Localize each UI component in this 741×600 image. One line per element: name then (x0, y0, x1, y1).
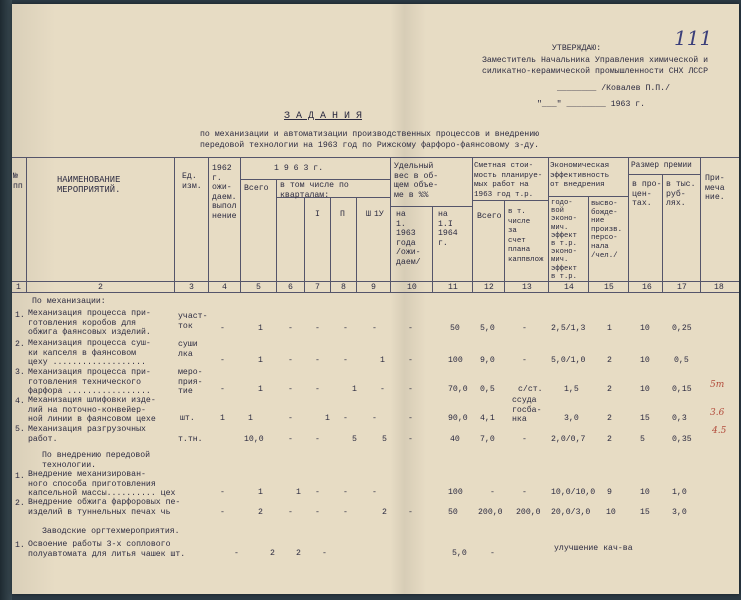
cell-q4: 1 (380, 356, 385, 365)
cell-q2: - (315, 324, 320, 333)
colnum: 9 (371, 283, 376, 292)
row-name: Механизация разгрузочных работ. (28, 425, 146, 444)
cell-c17: 0,15 (672, 385, 692, 394)
cell-c5: 1 (258, 324, 263, 333)
cell-c15: 2 (607, 356, 612, 365)
col-divider (548, 157, 549, 292)
cell-c17: 0,3 (672, 414, 687, 423)
cell-c11: 40 (450, 435, 460, 444)
row-unit: т.тн. (178, 435, 203, 444)
cell-c5: 10,0 (244, 435, 264, 444)
cell-c14: 20,0/3,0 (551, 508, 591, 517)
row-number: 5. (15, 425, 25, 434)
cell-c11: 100 (448, 356, 463, 365)
cell-q4: - (372, 414, 377, 423)
row-number: 1. (15, 541, 25, 550)
table-top-rule (12, 157, 739, 158)
cell-c11: 50 (450, 324, 460, 333)
colnum: 16 (642, 283, 652, 292)
col-num-header: № пп (13, 172, 23, 191)
group-rule-share (390, 206, 472, 207)
group-rule-bonus (628, 174, 700, 175)
cell-c10: - (408, 356, 413, 365)
cell-c14: 10,0/10,0 (551, 488, 596, 497)
cell-q4: - (372, 488, 377, 497)
cell-c15: 9 (607, 488, 612, 497)
cell-q2: - (315, 356, 320, 365)
cell-q2: - (315, 488, 320, 497)
cell-c4: - (220, 356, 225, 365)
cell-q3: - (343, 356, 348, 365)
cell-c11: 5,0 (452, 549, 467, 558)
cell-c15: 2 (607, 435, 612, 444)
cell-c17: 0,25 (672, 324, 692, 333)
cell-q3: - (343, 508, 348, 517)
group-rule-1963 (240, 179, 390, 180)
colnum: 11 (448, 283, 458, 292)
cell-c12: 9,0 (480, 356, 495, 365)
cell-c10: - (408, 414, 413, 423)
col-divider (240, 157, 241, 292)
col-name-header: НАИМЕНОВАНИЕ МЕРОПРИЯТИЙ. (57, 175, 121, 195)
col-divider (26, 157, 27, 292)
cell-q4: - (372, 324, 377, 333)
col-divider (628, 157, 629, 292)
row-number: 3. (15, 368, 25, 377)
cell-c15: 10 (606, 508, 616, 517)
handwritten-page-number: 111 (674, 26, 713, 50)
colnum: 7 (315, 283, 320, 292)
heading-line1: по механизации и автоматизации производственных процессов и внедрению (200, 130, 540, 139)
col-cost-total-header: Всего (477, 212, 502, 221)
cell-c17: 0,5 (674, 356, 689, 365)
margin-note: 5m (710, 380, 725, 390)
cell-c4: - (220, 324, 225, 333)
cell-c5: 2 (258, 508, 263, 517)
col-share-header: Удельный вес в об- щем объе- ме в %% (394, 162, 439, 200)
cell-q1: - (288, 435, 293, 444)
colnum: 2 (98, 283, 103, 292)
col-divider (356, 197, 357, 292)
row-name: Механизация процесса суш- ки капселя в фаянсовом цеху ................... (28, 339, 151, 367)
colnum: 8 (341, 283, 346, 292)
cell-c12: 5,0 (480, 324, 495, 333)
group-rule-cost (472, 200, 548, 201)
cell-q1: 1 (296, 488, 301, 497)
col-divider (208, 157, 209, 292)
cell-q2: - (315, 508, 320, 517)
col-q4-header: 1У (374, 210, 384, 219)
col-total-header: Всего (244, 184, 269, 193)
cell-c13: 200,0 (516, 508, 541, 517)
col-unit-header: Ед. изм. (182, 172, 202, 191)
row-number: 1. (15, 311, 25, 320)
cell-c15: 2 (607, 385, 612, 394)
cell-c13: - (522, 435, 527, 444)
col-divider (276, 179, 277, 292)
document-page (12, 4, 739, 594)
cell-c10: - (408, 385, 413, 394)
cell-c4: - (220, 488, 225, 497)
cell-c12: 4,1 (480, 414, 495, 423)
approval-date: "___" ________ 1963 г. (537, 100, 646, 109)
colnum: 15 (604, 283, 614, 292)
row-unit: участ- ток (178, 312, 208, 331)
cell-c15: 2 (607, 414, 612, 423)
cell-c10: - (408, 324, 413, 333)
col-divider (700, 157, 701, 292)
row-unit: меро- прия- тие (178, 368, 203, 396)
cell-c14: 5,0/1,0 (551, 356, 586, 365)
col-note-header: При- меча ние. (705, 174, 725, 202)
row-unit: шт. (180, 414, 195, 423)
cell-q1: - (288, 385, 293, 394)
cell-q2: - (322, 549, 327, 558)
section-mechanization: По механизации: (32, 297, 106, 306)
cell-c12: 200,0 (478, 508, 503, 517)
cell-c16: 10 (640, 488, 650, 497)
cell-c12: - (490, 549, 495, 558)
cell-c17: 0,35 (672, 435, 692, 444)
cell-c11: 70,0 (448, 385, 468, 394)
colnum: 5 (256, 283, 261, 292)
row-number: 2. (15, 499, 25, 508)
colnum: 4 (222, 283, 227, 292)
cell-c4: 1 (220, 414, 225, 423)
approval-line1: Заместитель Начальника Управления химической и (482, 56, 709, 65)
cell-q4: 5 (382, 435, 387, 444)
col-staff-header: высво- божде- ние произв. персо- нала /чел./ (591, 200, 623, 260)
cell-c14: 3,0 (564, 414, 579, 423)
colnum: 6 (288, 283, 293, 292)
cell-q4: - (380, 385, 385, 394)
row-name: Внедрение механизирован- ного способа приготовления капсельной массы.......... цех (28, 470, 176, 498)
cell-q3: - (343, 414, 348, 423)
col-divider (330, 197, 331, 292)
cell-c14: улучшение кач-ва (554, 544, 633, 553)
cell-c5: 1 (248, 414, 253, 423)
cell-c5: 2 (270, 549, 275, 558)
section-org: Заводские оргтехмероприятия. (42, 527, 180, 536)
colnum: 14 (564, 283, 574, 292)
margin-note: 4.5 (712, 426, 727, 436)
cell-c16: 10 (640, 356, 650, 365)
cell-c5: 1 (258, 385, 263, 394)
cell-c15: 1 (607, 324, 612, 333)
margin-note: 3.6 (710, 408, 725, 418)
binder-edge (0, 0, 12, 600)
row-number: 1. (15, 472, 25, 481)
cell-q2: 1 (325, 414, 330, 423)
col-divider (588, 196, 589, 292)
col-cost-header: Сметная стои- мость планируе- мых работ на 1963 год т.р. (474, 162, 543, 199)
cell-q2: - (315, 435, 320, 444)
cell-q1: - (288, 324, 293, 333)
cell-q3: 1 (352, 385, 357, 394)
section-technology: По внедрению передовой технологии. (42, 451, 151, 470)
col-eff-annual-header: годо- вой эконо- мич. эффект в т.р. эконо- мич. эффект в т.р. (551, 199, 577, 281)
cell-c16: 15 (640, 508, 650, 517)
cell-c12: - (490, 488, 495, 497)
cell-c4: - (220, 385, 225, 394)
cell-q1: 2 (296, 549, 301, 558)
colnum-bottom-rule (12, 292, 739, 293)
colnum: 13 (522, 283, 532, 292)
col-divider (390, 157, 391, 292)
row-name: Механизация процесса при- готовления технического фарфора ................. (28, 368, 151, 396)
col-1963-share-header: на 1. 1963 года /ожи- даем/ (396, 210, 421, 267)
cell-c12: 0,5 (480, 385, 495, 394)
col-divider (432, 206, 433, 292)
cell-c14: 2,0/0,7 (551, 435, 586, 444)
group-rule-eff (548, 196, 628, 197)
cell-c17: 1,0 (672, 488, 687, 497)
row-number: 4. (15, 397, 25, 406)
cell-c5: 1 (258, 488, 263, 497)
header-bottom-rule (12, 281, 739, 282)
row-unit: суши лка (178, 340, 198, 359)
cell-q3: - (343, 324, 348, 333)
cell-q3: 5 (352, 435, 357, 444)
col-q1-header: I (315, 210, 320, 219)
colnum: 3 (189, 283, 194, 292)
cell-q1: - (288, 414, 293, 423)
col-divider (504, 200, 505, 292)
colnum: 12 (484, 283, 494, 292)
cell-c4: - (234, 549, 239, 558)
colnum: 17 (677, 283, 687, 292)
col-divider (662, 174, 663, 292)
approval-line2: силикатно-керамической промышленности СНХ ЛССР (482, 67, 709, 76)
col-bonus-header: Размер премии (631, 162, 692, 170)
colnum: 1 (16, 283, 21, 292)
cell-c14: 2,5/1,3 (551, 324, 586, 333)
col-1964-share-header: на 1.I 1964 г. (438, 210, 458, 248)
approval-title: УТВЕРЖДАЮ: (552, 44, 602, 53)
colnum: 18 (714, 283, 724, 292)
col-1962-header: 1962 г. ожи- даем. выпол нение (212, 164, 237, 221)
col-1963-header: 1 9 6 3 г. (274, 164, 324, 173)
cell-q1: - (288, 356, 293, 365)
cell-q2: - (315, 385, 320, 394)
col-q2-header: П (340, 210, 345, 219)
cell-c12: 7,0 (480, 435, 495, 444)
row-number: 2. (15, 340, 25, 349)
heading-line2: передовой технологии на 1963 год по Рижскому фарфоро-фаянсовому з-ду. (200, 141, 540, 150)
cell-c11: 90,0 (448, 414, 468, 423)
cell-c13: ссуда госба- нка (512, 396, 542, 424)
cell-q3: - (343, 488, 348, 497)
cell-c11: 100 (448, 488, 463, 497)
col-bonus-pct-header: в про- цен- тах. (632, 180, 662, 208)
approval-signature: ________ /Ковалев П.П./ (557, 84, 671, 93)
col-cost-capital-header: в т. числе за счет плана каппвлож (508, 208, 544, 264)
cell-c4: - (220, 508, 225, 517)
col-divider (304, 197, 305, 292)
row-name: Механизация процесса при- готовления коробов для обжига фаянсовых изделий. (28, 309, 151, 337)
cell-c16: 15 (640, 414, 650, 423)
cell-c16: 10 (640, 324, 650, 333)
row-name: Освоение работы 3-х соплового полуавтомата для литья чашек шт. (28, 540, 186, 559)
cell-q1: - (288, 508, 293, 517)
col-divider (174, 157, 175, 292)
cell-c14: 1,5 (564, 385, 579, 394)
row-name: Внедрение обжига фарфоровых пе- изделий в туннельных печах чь (28, 498, 181, 517)
cell-c11: 50 (448, 508, 458, 517)
document-title: З А Д А Н И Я (284, 111, 363, 122)
cell-q4: 2 (382, 508, 387, 517)
cell-c13: - (522, 488, 527, 497)
col-bonus-rub-header: в тыс. руб- лях. (666, 180, 696, 208)
row-name: Механизация шлифовки изде- лий на поточно-конвейер- ной линии в фаянсовом цехе (28, 396, 156, 424)
cell-c16: 10 (640, 385, 650, 394)
cell-c16: 5 (640, 435, 645, 444)
cell-c13: - (522, 324, 527, 333)
cell-c13: - (522, 356, 527, 365)
col-divider (472, 157, 473, 292)
col-q3-header: Ш (366, 210, 371, 219)
col-eff-header: Экономическая эффективность от внедрения (550, 162, 610, 189)
cell-c10: - (408, 435, 413, 444)
colnum: 10 (407, 283, 417, 292)
cell-c5: 1 (258, 356, 263, 365)
cell-c17: 3,0 (672, 508, 687, 517)
cell-c13: с/ст. (518, 385, 543, 394)
col-quarters-header: в том числе по кварталам: (280, 181, 349, 200)
cell-c10: - (408, 508, 413, 517)
